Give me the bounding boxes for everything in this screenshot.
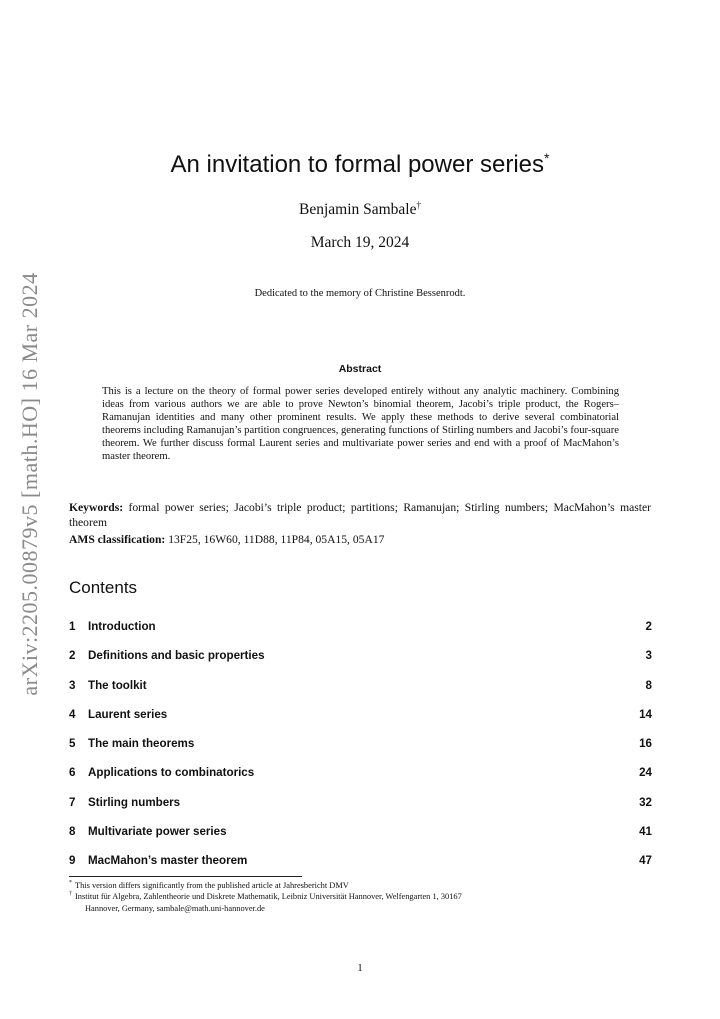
toc-entry[interactable] <box>69 679 652 708</box>
toc-entry-title: Applications to combinatorics <box>88 766 255 780</box>
toc-entry-number: 3 <box>69 678 76 692</box>
toc-entry[interactable] <box>69 825 652 854</box>
toc-entry-page: 2 <box>645 620 652 633</box>
footnote <box>69 880 652 891</box>
toc-entry-title: Stirling numbers <box>88 795 181 809</box>
author-footnote-mark: † <box>416 200 421 210</box>
page-number: 1 <box>357 962 363 974</box>
toc-entry[interactable] <box>69 649 652 678</box>
toc-entry-title: Introduction <box>88 620 156 633</box>
footnote-mark: * <box>69 880 72 886</box>
toc-entry[interactable] <box>69 737 652 766</box>
toc-entry-page: 3 <box>645 649 652 663</box>
dedication: Dedicated to the memory of Christine Bessenrodt. <box>254 288 466 299</box>
toc-entry-title: Definitions and basic properties <box>88 649 265 663</box>
footnote-text: This version differs significantly from the published article at Jahresbericht DMV <box>75 881 349 890</box>
title-text: An invitation to formal power series <box>170 151 545 178</box>
keywords-text: formal power series; Jacobi’s triple product; partitions; Ramanujan; Stirling numbers; MacMahon’s master theorem <box>69 501 651 529</box>
footnotes <box>69 880 652 914</box>
abstract-heading: Abstract <box>338 363 382 375</box>
toc-entry-number: 9 <box>69 854 76 868</box>
footnote-rule <box>69 876 302 877</box>
ams-classification <box>69 532 651 547</box>
toc-entry-number: 2 <box>69 649 76 663</box>
footnote-text: Institut für Algebra, Zahlentheorie und Diskrete Mathematik, Leibniz Universität Hannover, Welfengarten 1, 30167 <box>75 892 462 902</box>
footnote-continuation: Hannover, Germany, sambale@math.uni-hannover.de <box>85 903 265 913</box>
author <box>0 200 720 219</box>
author-name: Benjamin Sambale <box>298 201 417 219</box>
arxiv-identifier: arXiv:2205.00879v5 [math.HO] 16 Mar 2024 <box>17 272 42 696</box>
arxiv-sidebar <box>12 268 48 700</box>
contents-heading: Contents <box>69 578 138 597</box>
date: March 19, 2024 <box>310 234 410 251</box>
toc-entry-page: 24 <box>639 766 652 780</box>
keywords-label: Keywords: <box>69 501 124 514</box>
title-footnote-mark: * <box>544 150 550 166</box>
toc-entry[interactable] <box>69 766 652 795</box>
toc-entry-number: 8 <box>69 825 76 839</box>
toc-entry-page: 32 <box>639 795 652 809</box>
footnote <box>69 891 652 902</box>
toc-entry-title: MacMahon’s master theorem <box>88 854 248 868</box>
toc-entry-title: The toolkit <box>88 678 147 692</box>
toc-entry-title: Laurent series <box>88 707 168 721</box>
toc-entry-number: 1 <box>69 620 76 633</box>
toc-entry[interactable] <box>69 620 652 649</box>
toc-entry-title: The main theorems <box>88 737 195 751</box>
table-of-contents <box>69 620 652 884</box>
toc-entry-page: 8 <box>645 678 652 692</box>
toc-entry-number: 6 <box>69 766 76 780</box>
ams-codes: 13F25, 16W60, 11D88, 11P84, 05A15, 05A17 <box>168 533 385 546</box>
toc-entry-number: 4 <box>69 707 76 721</box>
toc-entry[interactable] <box>69 708 652 737</box>
toc-entry-number: 5 <box>69 737 76 751</box>
toc-entry-page: 14 <box>639 707 652 721</box>
toc-entry-page: 16 <box>639 737 652 751</box>
abstract-text: This is a lecture on the theory of formal power series developed entirely without any analytic machinery. Combining ideas from various authors we are able to prove Newton’s binomial theorem, Jacobi’s triple product, the Rogers–Ramanujan identities and many other prominent results. We apply these methods to derive several combinatorial theorems including Ramanujan’s partition congruences, generating functions of Stirling numbers and Jacobi’s four-square theorem. We further discuss formal Laurent series and multivariate power series and end with a proof of MacMahon’s master theorem. <box>102 386 619 463</box>
toc-entry-title: Multivariate power series <box>88 825 227 839</box>
toc-entry-page: 47 <box>639 854 652 868</box>
footnote-mark: † <box>69 891 72 898</box>
toc-entry-number: 7 <box>69 795 76 809</box>
ams-label: AMS classification: <box>69 533 166 546</box>
paper-title <box>0 150 720 179</box>
keywords <box>69 500 651 530</box>
toc-entry-page: 41 <box>639 825 652 839</box>
toc-entry[interactable] <box>69 796 652 825</box>
